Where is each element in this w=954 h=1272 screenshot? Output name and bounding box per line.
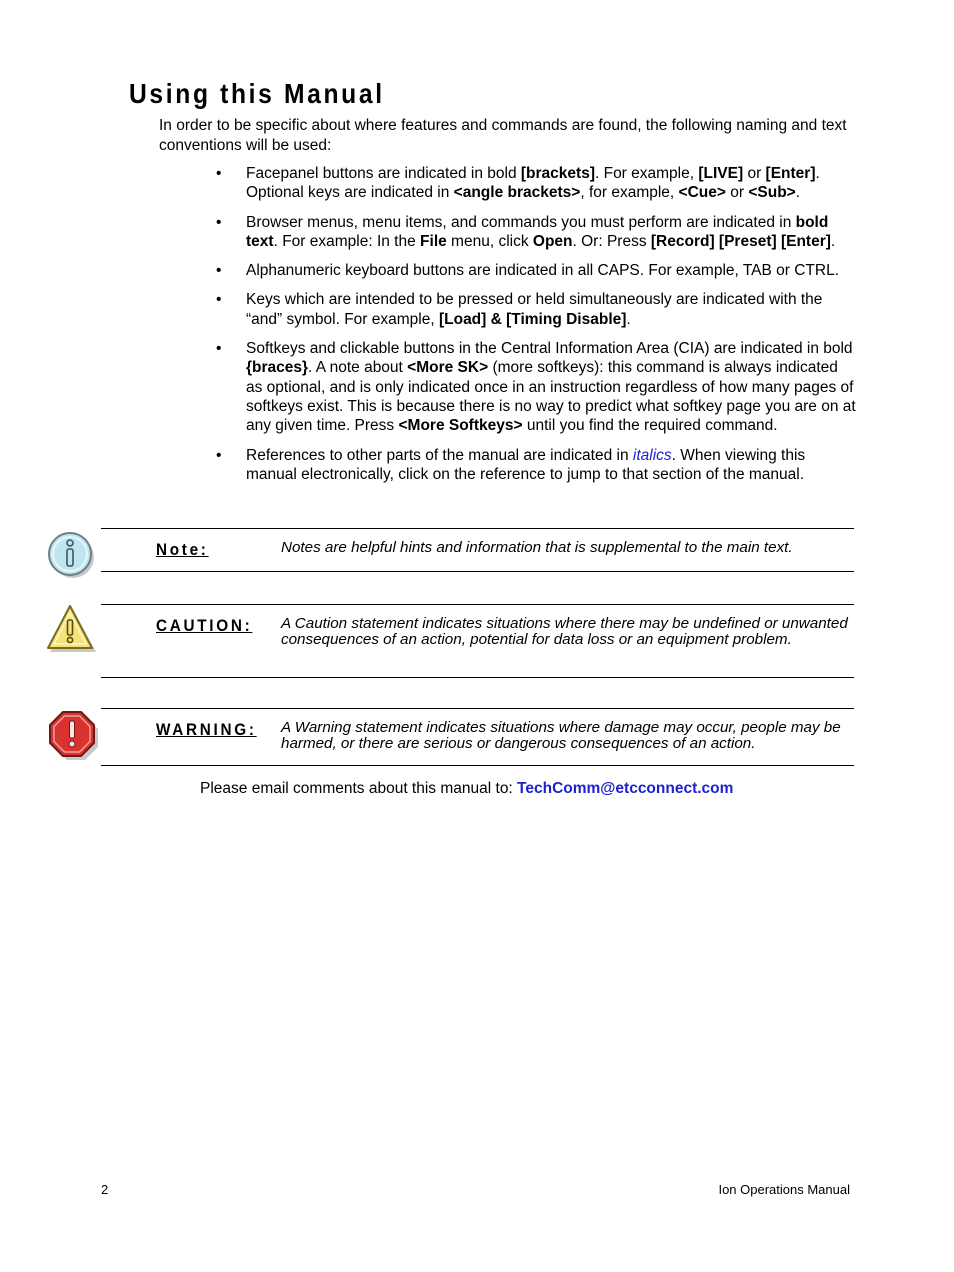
list-item	[216, 261, 856, 280]
bullet: •	[216, 165, 222, 182]
text: Facepanel buttons are indicated in bold	[246, 165, 521, 182]
text: menu, click	[446, 232, 533, 250]
warning-text: A Warning statement indicates situations where damage may occur, people may be harmed, or there are serious or dangerous consequences of an action.	[281, 719, 841, 753]
text: .	[795, 184, 801, 202]
text: Softkeys and clickable buttons in the Central Information Area (CIA) are indicated in bold	[246, 340, 853, 358]
text: Browser menus, menu items, and commands you must perform are indicated in	[246, 213, 796, 231]
key: <Sub>	[748, 184, 796, 202]
list-item	[216, 213, 856, 252]
text: , for example,	[580, 184, 679, 202]
key: <Cue>	[678, 184, 726, 202]
key: [Record] [Preset] [Enter]	[650, 232, 831, 250]
key: [brackets]	[520, 165, 595, 182]
text: .	[830, 232, 836, 250]
key: <More Softkeys>	[398, 417, 523, 435]
text: References to other parts of the manual are indicated in	[246, 446, 633, 464]
text: . When viewing this manual electronically, click on the reference to jump to that section of the manual.	[246, 446, 806, 483]
bullet: •	[216, 262, 222, 280]
key: File	[420, 232, 447, 250]
manual-name: Ion Operations Manual	[718, 1182, 850, 1197]
warning-box	[101, 708, 854, 766]
text: (more softkeys): this command is always indicated as optional, and is only indicated once in an instruction regardless of how many pages of softkeys exist. This is because there is no way to predict what softkey page you are on at any given time. Press	[246, 359, 856, 435]
text: Alphanumeric keyboard buttons are indicated in all CAPS. For example, TAB or CTRL.	[246, 262, 840, 280]
list-item	[216, 164, 856, 203]
note-text: Notes are helpful hints and information that is supplemental to the main text.	[281, 539, 793, 556]
italics-link[interactable]: italics	[632, 446, 672, 464]
caution-box	[101, 604, 854, 678]
text: until you find the required command.	[522, 417, 778, 435]
bullet: •	[216, 446, 222, 464]
text: or	[743, 165, 766, 182]
key: Open	[532, 232, 573, 250]
caution-label: CAUTION:	[156, 616, 253, 635]
email-line	[200, 780, 733, 798]
list-item	[216, 290, 856, 329]
warning-stop-icon	[48, 709, 100, 761]
text: . For example,	[594, 165, 699, 182]
text: or	[725, 184, 749, 202]
warning-label: WARNING:	[156, 720, 257, 739]
key: [Enter]	[765, 165, 816, 182]
intro-paragraph: In order to be specific about where features and commands are found, the following naming and text conventions will be used:	[159, 117, 847, 154]
email-prompt: Please email comments about this manual to:	[200, 780, 518, 797]
key: [Load] & [Timing Disable]	[438, 310, 627, 328]
bullet: •	[216, 291, 222, 309]
caution-triangle-icon	[46, 603, 98, 653]
note-label: Note:	[156, 540, 209, 559]
key: {braces}	[246, 359, 309, 377]
conventions-list	[216, 164, 856, 494]
page-number: 2	[101, 1182, 109, 1197]
text: .	[626, 310, 631, 328]
text: Keys which are intended to be pressed or held simultaneously are indicated with the “and” symbol. For example,	[246, 291, 823, 328]
list-item	[216, 339, 856, 435]
key: [LIVE]	[698, 165, 744, 182]
key: bold text	[246, 213, 829, 250]
text: . Optional keys are indicated in	[246, 165, 820, 202]
bullet: •	[216, 340, 222, 358]
note-box	[101, 528, 854, 572]
list-item	[216, 446, 856, 485]
info-icon	[46, 530, 98, 580]
caution-text: A Caution statement indicates situations where there may be undefined or unwanted consequences of an action, potential for data loss or an equipment problem.	[281, 615, 848, 649]
text: . Or: Press	[572, 232, 651, 250]
text: . A note about	[308, 359, 408, 377]
text: . For example: In the	[273, 232, 421, 250]
key: <More SK>	[407, 359, 489, 377]
key: <angle brackets>	[453, 184, 581, 202]
email-link[interactable]: TechComm@etcconnect.com	[517, 780, 734, 797]
page-title: Using this Manual	[129, 78, 385, 109]
bullet: •	[216, 213, 222, 231]
